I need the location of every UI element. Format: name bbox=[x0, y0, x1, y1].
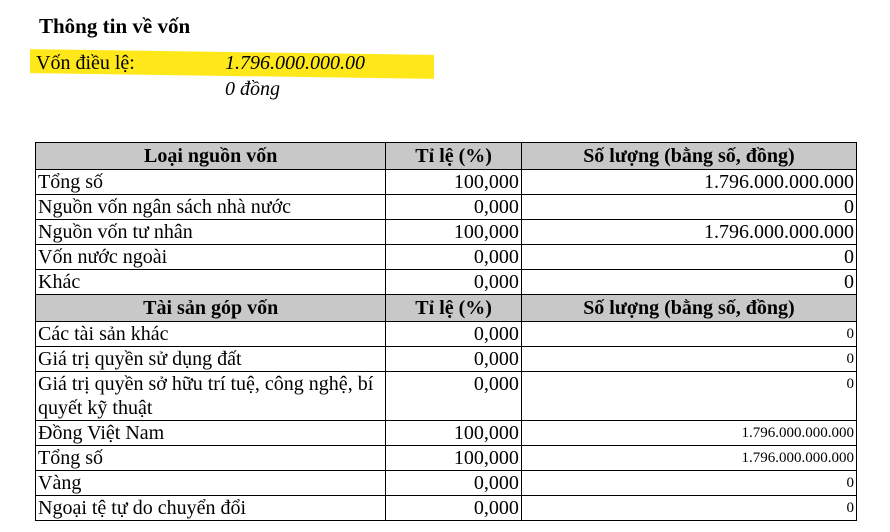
row-ratio: 0,000 bbox=[386, 471, 521, 496]
row-amount: 1.796.000.000.000 bbox=[521, 421, 856, 446]
row-amount: 0 bbox=[521, 270, 856, 295]
assets-header-row bbox=[36, 295, 857, 322]
row-category: Vàng bbox=[36, 471, 386, 496]
header-category: Tài sản góp vốn bbox=[36, 295, 386, 322]
row-category: Giá trị quyền sử dụng đất bbox=[36, 347, 386, 372]
row-ratio: 0,000 bbox=[386, 245, 521, 270]
row-amount: 0 bbox=[521, 496, 856, 521]
row-category: Vốn nước ngoài bbox=[36, 245, 386, 270]
table-row bbox=[36, 347, 857, 372]
header-category: Loại nguồn vốn bbox=[36, 143, 386, 170]
table-row bbox=[36, 195, 857, 220]
row-ratio: 100,000 bbox=[386, 446, 521, 471]
section-title: Thông tin về vốn bbox=[39, 14, 191, 38]
row-category: Ngoại tệ tự do chuyển đổi bbox=[36, 496, 386, 521]
header-ratio: Tỉ lệ (%) bbox=[386, 143, 521, 170]
table-row bbox=[36, 446, 857, 471]
charter-capital-value-cont: 0 đồng bbox=[225, 78, 280, 100]
row-amount: 0 bbox=[521, 245, 856, 270]
header-amount: Số lượng (bằng số, đồng) bbox=[521, 295, 856, 322]
row-amount: 0 bbox=[521, 471, 856, 496]
charter-capital-label: Vốn điều lệ: bbox=[36, 52, 135, 74]
header-amount: Số lượng (bằng số, đồng) bbox=[521, 143, 856, 170]
table-row bbox=[36, 496, 857, 521]
row-ratio: 0,000 bbox=[386, 322, 521, 347]
row-category: Nguồn vốn ngân sách nhà nước bbox=[36, 195, 386, 220]
table-row bbox=[36, 322, 857, 347]
row-amount: 1.796.000.000.000 bbox=[521, 220, 856, 245]
row-category: Giá trị quyền sở hữu trí tuệ, công nghệ, bí quyết kỹ thuật bbox=[36, 372, 386, 421]
row-category: Tổng số bbox=[36, 170, 386, 195]
row-category: Khác bbox=[36, 270, 386, 295]
row-amount: 0 bbox=[521, 195, 856, 220]
row-category: Đồng Việt Nam bbox=[36, 421, 386, 446]
table-row bbox=[36, 421, 857, 446]
sources-header-row bbox=[36, 143, 857, 170]
table-row bbox=[36, 270, 857, 295]
row-amount: 1.796.000.000.000 bbox=[521, 170, 856, 195]
row-ratio: 0,000 bbox=[386, 347, 521, 372]
table-row bbox=[36, 372, 857, 421]
capital-table bbox=[35, 142, 857, 521]
table-row bbox=[36, 245, 857, 270]
table-row bbox=[36, 220, 857, 245]
table-row bbox=[36, 471, 857, 496]
row-category: Các tài sản khác bbox=[36, 322, 386, 347]
table-row bbox=[36, 170, 857, 195]
row-ratio: 0,000 bbox=[386, 270, 521, 295]
row-amount: 0 bbox=[521, 347, 856, 372]
row-amount: 0 bbox=[521, 322, 856, 347]
row-amount: 1.796.000.000.000 bbox=[521, 446, 856, 471]
header-ratio: Tỉ lệ (%) bbox=[386, 295, 521, 322]
row-category: Nguồn vốn tư nhân bbox=[36, 220, 386, 245]
row-category: Tổng số bbox=[36, 446, 386, 471]
row-ratio: 0,000 bbox=[386, 496, 521, 521]
row-ratio: 100,000 bbox=[386, 421, 521, 446]
row-amount: 0 bbox=[521, 372, 856, 421]
row-ratio: 100,000 bbox=[386, 170, 521, 195]
row-ratio: 0,000 bbox=[386, 195, 521, 220]
row-ratio: 0,000 bbox=[386, 372, 521, 421]
charter-capital-value: 1.796.000.000.00 bbox=[225, 52, 365, 74]
row-ratio: 100,000 bbox=[386, 220, 521, 245]
